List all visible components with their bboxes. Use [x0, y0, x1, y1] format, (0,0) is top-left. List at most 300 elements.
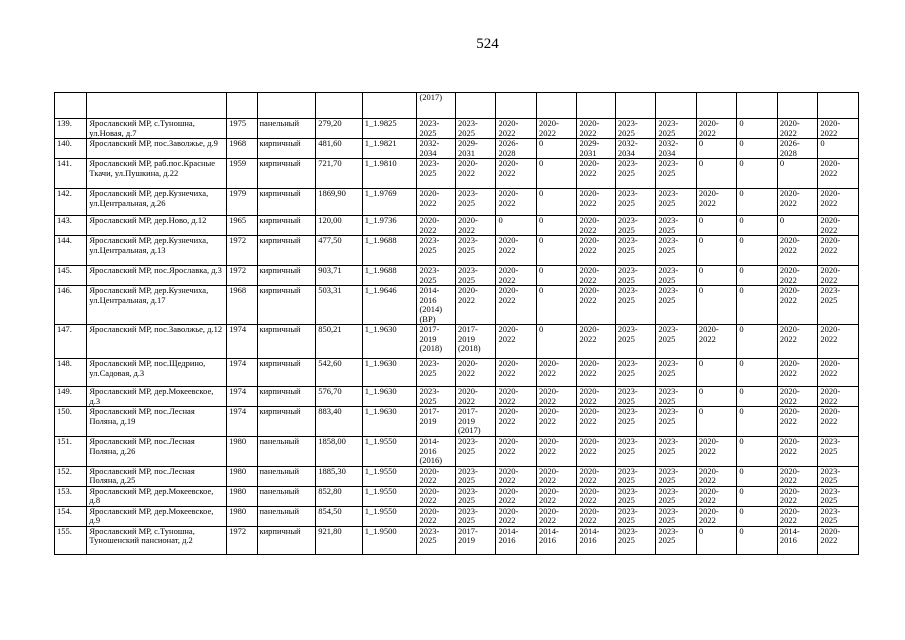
- table-cell: 2023- 2025: [417, 387, 455, 407]
- table-cell: 2020- 2022: [696, 189, 737, 216]
- table-cell: 1_1.9688: [362, 266, 417, 286]
- table-cell: 2020- 2022: [536, 506, 577, 526]
- table-cell: 2020- 2022: [577, 216, 615, 236]
- table-cell: 2020- 2022: [818, 236, 859, 266]
- table-cell: 503,31: [316, 286, 363, 325]
- table-cell: 2020- 2022: [818, 359, 859, 387]
- table-cell: 2023- 2025: [417, 119, 455, 139]
- housing-table: [54, 92, 859, 555]
- table-cell: 150.: [55, 407, 87, 437]
- table-cell: 2023- 2025: [455, 466, 496, 486]
- table-cell: 154.: [55, 506, 87, 526]
- table-cell: 2020- 2022: [777, 119, 818, 139]
- table-cell: 2023- 2025: [818, 437, 859, 467]
- table-cell: [316, 93, 363, 119]
- table-cell: [257, 93, 316, 119]
- table-cell: 1_1.9825: [362, 119, 417, 139]
- table-cell: [55, 93, 87, 119]
- table-cell: 2023- 2025: [656, 325, 697, 359]
- table-cell: Ярославский МР, дер.Ново, д.12: [87, 216, 227, 236]
- table-cell: 2023- 2025: [615, 286, 656, 325]
- table-cell: 1972: [227, 526, 257, 554]
- table-cell: 2023- 2025: [455, 189, 496, 216]
- table-cell: 2023- 2025: [656, 216, 697, 236]
- table-cell: 2020- 2022: [577, 286, 615, 325]
- table-cell: [87, 93, 227, 119]
- table-cell: 2020- 2022: [818, 387, 859, 407]
- table-cell: 2020- 2022: [496, 119, 537, 139]
- table-row: [55, 359, 859, 387]
- table-cell: 2020- 2022: [496, 236, 537, 266]
- table-cell: панельный: [257, 437, 316, 467]
- table-cell: 145.: [55, 266, 87, 286]
- table-row: [55, 139, 859, 159]
- table-cell: 2023- 2025: [615, 325, 656, 359]
- table-cell: Ярославский МР, пос.Лесная Поляна, д.26: [87, 437, 227, 467]
- table-cell: 2023- 2025: [656, 407, 697, 437]
- table-cell: 1974: [227, 325, 257, 359]
- table-body: [55, 93, 859, 555]
- table-cell: 0: [696, 286, 737, 325]
- table-cell: 1_1.9550: [362, 486, 417, 506]
- table-cell: (2017): [417, 93, 455, 119]
- table-cell: 0: [696, 236, 737, 266]
- table-cell: 2017- 2019: [417, 407, 455, 437]
- table-cell: 0: [737, 437, 778, 467]
- table-cell: Ярославский МР, с.Туношна, ул.Новая, д.7: [87, 119, 227, 139]
- table-cell: 2020- 2022: [496, 466, 537, 486]
- table-cell: 2020- 2022: [417, 486, 455, 506]
- table-cell: 2020- 2022: [577, 486, 615, 506]
- table-cell: кирпичный: [257, 359, 316, 387]
- table-cell: 149.: [55, 387, 87, 407]
- table-cell: 0: [737, 216, 778, 236]
- table-cell: 0: [737, 387, 778, 407]
- table-cell: 0: [536, 325, 577, 359]
- table-cell: 2020- 2022: [777, 236, 818, 266]
- table-cell: [615, 93, 656, 119]
- table-cell: 142.: [55, 189, 87, 216]
- table-cell: панельный: [257, 119, 316, 139]
- table-cell: 155.: [55, 526, 87, 554]
- table-row: [55, 93, 859, 119]
- table-cell: панельный: [257, 486, 316, 506]
- table-cell: 2020- 2022: [417, 506, 455, 526]
- table-cell: 2020- 2022: [417, 189, 455, 216]
- table-cell: 2023- 2025: [417, 236, 455, 266]
- table-cell: 152.: [55, 466, 87, 486]
- table-cell: 2020- 2022: [496, 506, 537, 526]
- table-cell: 151.: [55, 437, 87, 467]
- table-cell: кирпичный: [257, 407, 316, 437]
- table-cell: 2023- 2025: [615, 189, 656, 216]
- table-cell: кирпичный: [257, 266, 316, 286]
- table-cell: 1979: [227, 189, 257, 216]
- table-cell: 2020- 2022: [777, 266, 818, 286]
- table-cell: Ярославский МР, дер.Мокеевское, д.9: [87, 506, 227, 526]
- table-cell: 2020- 2022: [536, 119, 577, 139]
- table-cell: 2020- 2022: [818, 407, 859, 437]
- table-cell: 2023- 2025: [615, 526, 656, 554]
- table-cell: Ярославский МР, пос.Заволжье, д.9: [87, 139, 227, 159]
- table-cell: 2017- 2019 (2018): [417, 325, 455, 359]
- table-cell: 2029- 2031: [455, 139, 496, 159]
- table-cell: 2020- 2022: [496, 286, 537, 325]
- table-cell: 2023- 2025: [417, 266, 455, 286]
- table-cell: 1_1.9550: [362, 466, 417, 486]
- table-cell: 721,70: [316, 159, 363, 189]
- table-cell: [496, 93, 537, 119]
- table-cell: 2020- 2022: [577, 387, 615, 407]
- table-cell: 2020- 2022: [536, 437, 577, 467]
- table-cell: 2020- 2022: [777, 387, 818, 407]
- table-cell: 2014- 2016: [777, 526, 818, 554]
- table-cell: 2020- 2022: [577, 236, 615, 266]
- table-cell: 0: [496, 216, 537, 236]
- table-cell: 1858,00: [316, 437, 363, 467]
- table-cell: 1980: [227, 486, 257, 506]
- table-cell: 0: [696, 387, 737, 407]
- table-cell: 0: [737, 466, 778, 486]
- table-cell: 2023- 2025: [656, 236, 697, 266]
- table-cell: 2017- 2019 (2018): [455, 325, 496, 359]
- table-cell: 1_1.9821: [362, 139, 417, 159]
- table-cell: 2020- 2022: [455, 286, 496, 325]
- table-cell: 2032- 2034: [656, 139, 697, 159]
- table-cell: 0: [536, 159, 577, 189]
- table-cell: [455, 93, 496, 119]
- table-cell: 279,20: [316, 119, 363, 139]
- table-cell: 1968: [227, 139, 257, 159]
- table-cell: кирпичный: [257, 189, 316, 216]
- table-cell: 144.: [55, 236, 87, 266]
- table-cell: [227, 93, 257, 119]
- table-cell: 0: [737, 236, 778, 266]
- table-cell: 0: [536, 286, 577, 325]
- table-cell: Ярославский МР, дер.Кузнечиха, ул.Центральная, д.17: [87, 286, 227, 325]
- table-cell: 146.: [55, 286, 87, 325]
- table-cell: 2020- 2022: [818, 159, 859, 189]
- table-cell: 2020- 2022: [777, 506, 818, 526]
- table-cell: 2020- 2022: [417, 466, 455, 486]
- table-cell: 2020- 2022: [577, 407, 615, 437]
- table-cell: кирпичный: [257, 216, 316, 236]
- table-cell: 850,21: [316, 325, 363, 359]
- table-cell: 576,70: [316, 387, 363, 407]
- table-cell: 2023- 2025: [656, 266, 697, 286]
- table-cell: 0: [777, 216, 818, 236]
- table-cell: 2020- 2022: [496, 266, 537, 286]
- table-cell: Ярославский МР, дер.Кузнечиха, ул.Центральная, д.26: [87, 189, 227, 216]
- table-cell: 0: [737, 266, 778, 286]
- table-cell: 2014- 2016 (2014) (ВР): [417, 286, 455, 325]
- table-cell: 0: [737, 139, 778, 159]
- table-cell: 0: [536, 139, 577, 159]
- table-cell: 2020- 2022: [496, 325, 537, 359]
- table-cell: 1_1.9688: [362, 236, 417, 266]
- table-cell: 2023- 2025: [656, 506, 697, 526]
- table-cell: 2020- 2022: [777, 189, 818, 216]
- table-cell: [737, 93, 778, 119]
- table-cell: 1980: [227, 506, 257, 526]
- table-cell: Ярославский МР, пос.Щедрино, ул.Садовая, д.3: [87, 359, 227, 387]
- table-cell: 2014- 2016 (2016): [417, 437, 455, 467]
- table-cell: 1975: [227, 119, 257, 139]
- table-cell: 1_1.9810: [362, 159, 417, 189]
- table-cell: 903,71: [316, 266, 363, 286]
- table-cell: 2023- 2025: [656, 387, 697, 407]
- table-cell: 2020- 2022: [577, 189, 615, 216]
- table-cell: 1959: [227, 159, 257, 189]
- table-cell: 2020- 2022: [496, 359, 537, 387]
- table-cell: 0: [536, 236, 577, 266]
- table-row: [55, 266, 859, 286]
- table-cell: 2020- 2022: [496, 407, 537, 437]
- table-cell: 2020- 2022: [818, 216, 859, 236]
- table-cell: [536, 93, 577, 119]
- table-cell: 1869,90: [316, 189, 363, 216]
- table-cell: 0: [737, 526, 778, 554]
- table-cell: 143.: [55, 216, 87, 236]
- table-cell: 147.: [55, 325, 87, 359]
- table-cell: 2020- 2022: [818, 266, 859, 286]
- table-cell: 2023- 2025: [818, 506, 859, 526]
- table-cell: 2023- 2025: [455, 486, 496, 506]
- table-cell: 2023- 2025: [656, 437, 697, 467]
- table-cell: 1_1.9736: [362, 216, 417, 236]
- table-cell: 1_1.9646: [362, 286, 417, 325]
- table-cell: 2020- 2022: [536, 407, 577, 437]
- table-cell: 2023- 2025: [615, 216, 656, 236]
- table-cell: 1974: [227, 387, 257, 407]
- table-cell: 0: [696, 266, 737, 286]
- table-row: [55, 486, 859, 506]
- table-cell: 481,60: [316, 139, 363, 159]
- table-cell: 1_1.9630: [362, 325, 417, 359]
- table-cell: 2014- 2016: [577, 526, 615, 554]
- table-cell: 1_1.9550: [362, 506, 417, 526]
- table-cell: 0: [737, 189, 778, 216]
- table-cell: 0: [737, 486, 778, 506]
- table-cell: 0: [737, 359, 778, 387]
- table-cell: 2023- 2025: [818, 466, 859, 486]
- table-row: [55, 159, 859, 189]
- table-cell: 0: [696, 526, 737, 554]
- table-cell: 1_1.9500: [362, 526, 417, 554]
- table-cell: 140.: [55, 139, 87, 159]
- table-cell: 2020- 2022: [455, 159, 496, 189]
- table-cell: 2023- 2025: [656, 286, 697, 325]
- table-cell: 120,00: [316, 216, 363, 236]
- table-cell: 1965: [227, 216, 257, 236]
- table-row: [55, 526, 859, 554]
- table-cell: 2023- 2025: [615, 387, 656, 407]
- table-cell: 0: [737, 119, 778, 139]
- table-cell: 854,50: [316, 506, 363, 526]
- table-cell: 2020- 2022: [696, 119, 737, 139]
- table-cell: 0: [818, 139, 859, 159]
- table-cell: 2020- 2022: [455, 359, 496, 387]
- table-cell: 2020- 2022: [577, 506, 615, 526]
- table-cell: кирпичный: [257, 325, 316, 359]
- table-cell: 0: [737, 159, 778, 189]
- table-cell: 2020- 2022: [696, 466, 737, 486]
- table-cell: 1974: [227, 407, 257, 437]
- table-cell: кирпичный: [257, 139, 316, 159]
- table-cell: 2023- 2025: [615, 266, 656, 286]
- table-cell: 2023- 2025: [615, 159, 656, 189]
- table-row: [55, 286, 859, 325]
- table-row: [55, 189, 859, 216]
- table-cell: 0: [737, 407, 778, 437]
- table-cell: 139.: [55, 119, 87, 139]
- table-cell: 2023- 2025: [656, 189, 697, 216]
- table-cell: 1980: [227, 466, 257, 486]
- table-cell: 2020- 2022: [577, 325, 615, 359]
- table-cell: кирпичный: [257, 159, 316, 189]
- table-cell: 2023- 2025: [615, 119, 656, 139]
- table-cell: 2020- 2022: [455, 216, 496, 236]
- table-cell: 2023- 2025: [656, 486, 697, 506]
- table-cell: 2023- 2025: [656, 159, 697, 189]
- table-row: [55, 119, 859, 139]
- table-cell: 1980: [227, 437, 257, 467]
- table-row: [55, 216, 859, 236]
- table-cell: кирпичный: [257, 286, 316, 325]
- table-cell: 0: [777, 159, 818, 189]
- table-cell: [777, 93, 818, 119]
- page-number: 524: [476, 36, 499, 52]
- table-cell: 2020- 2022: [818, 325, 859, 359]
- table-cell: [577, 93, 615, 119]
- table-cell: 1_1.9630: [362, 359, 417, 387]
- table-cell: 2020- 2022: [496, 486, 537, 506]
- table-cell: [656, 93, 697, 119]
- table-cell: 0: [536, 189, 577, 216]
- table-row: [55, 325, 859, 359]
- table-cell: 2020- 2022: [777, 407, 818, 437]
- table-cell: 2023- 2025: [455, 437, 496, 467]
- table-cell: 2020- 2022: [696, 506, 737, 526]
- table-row: [55, 466, 859, 486]
- table-cell: Ярославский МР, с.Туношна, Туношенский пансионат, д.2: [87, 526, 227, 554]
- table-cell: 2023- 2025: [615, 466, 656, 486]
- table-cell: 2023- 2025: [615, 437, 656, 467]
- table-cell: кирпичный: [257, 236, 316, 266]
- table-cell: 141.: [55, 159, 87, 189]
- table-cell: 2020- 2022: [818, 189, 859, 216]
- table-cell: Ярославский МР, пос.Лесная Поляна, д.19: [87, 407, 227, 437]
- table-cell: 0: [696, 159, 737, 189]
- table-cell: 1_1.9630: [362, 407, 417, 437]
- table-cell: 2020- 2022: [777, 437, 818, 467]
- table-cell: Ярославский МР, дер.Мокеевское, д.3: [87, 387, 227, 407]
- table-cell: 2026- 2028: [496, 139, 537, 159]
- table-cell: 2023- 2025: [818, 486, 859, 506]
- table-cell: 2032- 2034: [417, 139, 455, 159]
- table-cell: 1_1.9550: [362, 437, 417, 467]
- table-cell: 2023- 2025: [615, 359, 656, 387]
- table-cell: 921,80: [316, 526, 363, 554]
- table-cell: 2020- 2022: [696, 437, 737, 467]
- table-cell: 2020- 2022: [777, 325, 818, 359]
- table-cell: Ярославский МР, дер.Кузнечиха, ул.Центральная, д.13: [87, 236, 227, 266]
- table-cell: 2020- 2022: [818, 526, 859, 554]
- table-cell: 0: [696, 359, 737, 387]
- table-cell: 883,40: [316, 407, 363, 437]
- table-cell: 2020- 2022: [696, 325, 737, 359]
- table-cell: 542,60: [316, 359, 363, 387]
- table-cell: 2023- 2025: [656, 119, 697, 139]
- table-cell: [362, 93, 417, 119]
- table-cell: 2020- 2022: [577, 266, 615, 286]
- table-cell: 2023- 2025: [615, 236, 656, 266]
- table-cell: 2020- 2022: [696, 486, 737, 506]
- table-row: [55, 506, 859, 526]
- table-cell: 2020- 2022: [455, 387, 496, 407]
- table-cell: 2023- 2025: [818, 286, 859, 325]
- table-cell: 477,50: [316, 236, 363, 266]
- table-cell: 2023- 2025: [656, 526, 697, 554]
- table-cell: 2029- 2031: [577, 139, 615, 159]
- table-cell: 1_1.9769: [362, 189, 417, 216]
- table-cell: 2020- 2022: [577, 437, 615, 467]
- table-row: [55, 407, 859, 437]
- table-cell: кирпичный: [257, 387, 316, 407]
- table-cell: 2020- 2022: [536, 359, 577, 387]
- table-cell: 2020- 2022: [536, 486, 577, 506]
- table-cell: 2023- 2025: [417, 159, 455, 189]
- table-cell: 2023- 2025: [455, 506, 496, 526]
- table-cell: Ярославский МР, дер.Мокеевское, д.8: [87, 486, 227, 506]
- table-cell: 0: [536, 266, 577, 286]
- table-row: [55, 437, 859, 467]
- table-cell: 2020- 2022: [777, 359, 818, 387]
- table-cell: 2023- 2025: [417, 526, 455, 554]
- table-cell: 2023- 2025: [656, 359, 697, 387]
- table-cell: 0: [536, 216, 577, 236]
- table-cell: 0: [696, 407, 737, 437]
- table-cell: 2020- 2022: [577, 159, 615, 189]
- table-cell: 2020- 2022: [577, 466, 615, 486]
- table-cell: Ярославский МР, пос.Лесная Поляна, д.25: [87, 466, 227, 486]
- table-cell: кирпичный: [257, 526, 316, 554]
- table-cell: Ярославский МР, пос.Заволжье, д.12: [87, 325, 227, 359]
- table-cell: [818, 93, 859, 119]
- table-cell: 2023- 2025: [455, 236, 496, 266]
- table-cell: 1_1.9630: [362, 387, 417, 407]
- table-cell: 0: [737, 506, 778, 526]
- table-cell: 2023- 2025: [455, 266, 496, 286]
- table-cell: [696, 93, 737, 119]
- table-cell: 2020- 2022: [496, 437, 537, 467]
- table-cell: 0: [737, 286, 778, 325]
- table-cell: 2020- 2022: [536, 466, 577, 486]
- table-cell: 2020- 2022: [577, 119, 615, 139]
- table-cell: 148.: [55, 359, 87, 387]
- table-cell: 1885,30: [316, 466, 363, 486]
- table-cell: 2020- 2022: [777, 486, 818, 506]
- table-cell: 1972: [227, 266, 257, 286]
- table-cell: 2020- 2022: [496, 189, 537, 216]
- table-cell: 2023- 2025: [417, 359, 455, 387]
- table-cell: Ярославский МР, раб.пос.Красные Ткачи, ул.Пушкина, д.22: [87, 159, 227, 189]
- table-cell: 2014- 2016: [496, 526, 537, 554]
- table-cell: 2026- 2028: [777, 139, 818, 159]
- table-cell: 0: [696, 139, 737, 159]
- table-cell: 2023- 2025: [455, 119, 496, 139]
- table-row: [55, 236, 859, 266]
